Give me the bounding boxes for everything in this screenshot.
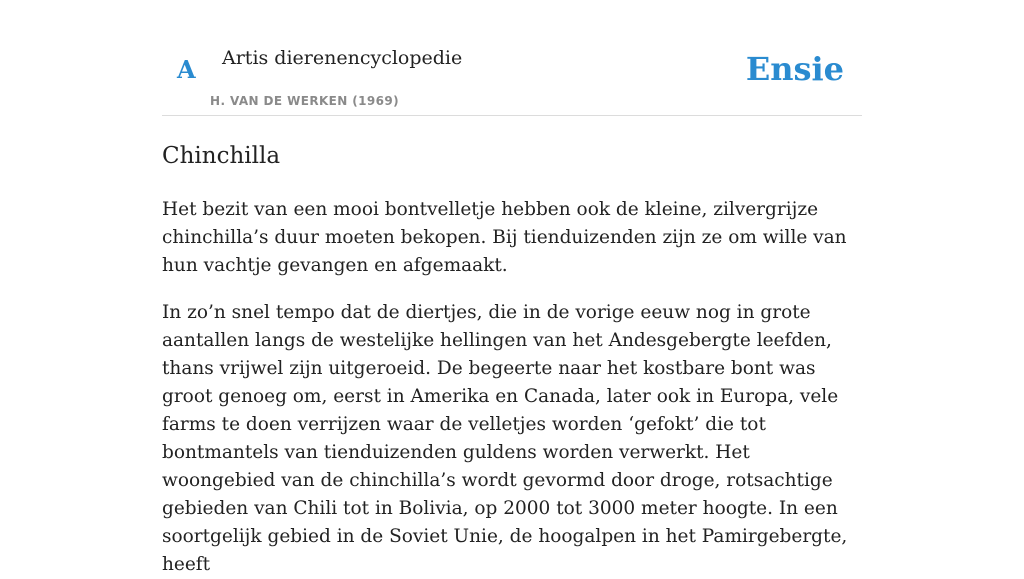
book-title-link[interactable]: Artis dierenencyclopedie [222, 47, 463, 69]
entry-title: Chinchilla [162, 143, 281, 169]
ensie-logo-link[interactable]: Ensie [745, 50, 844, 88]
site-header [162, 0, 862, 116]
entry-paragraph-1: Het bezit van een mooi bontvelletje hebben ook de kleine, zilvergrijze chinchilla’s duur moeten bekopen. Bij tienduizenden zijn ze om wille van hun vachtje gevangen en afgemaakt. [162, 199, 847, 276]
page [162, 0, 862, 579]
book-author: H. VAN DE WERKEN (1969) [210, 94, 400, 108]
book-logo-icon[interactable]: A [177, 55, 196, 84]
entry-paragraph-2: In zo’n snel tempo dat de diertjes, die in de vorige eeuw nog in grote aantallen langs de westelijke hellingen van het Andesgebergte leefden, thans vrijwel zijn uitgeroeid. De begeerte naar het kostbare bont was groot genoeg om, eerst in Amerika en Canada, later ook in Europa, vele farms te doen verrijzen waar de velletjes worden ‘gefokt’ die tot bontmantels van tienduizenden guldens worden verwerkt. Het woongebied van de chinchilla’s wordt gevormd door droge, rotsachtige gebieden van Chili tot in Bolivia, op 2000 tot 3000 meter hoogte. In een soortgelijk gebied in de Soviet Unie, de hoogalpen in het Pamirgebergte, heeft [162, 302, 848, 575]
entry-body [162, 196, 862, 579]
